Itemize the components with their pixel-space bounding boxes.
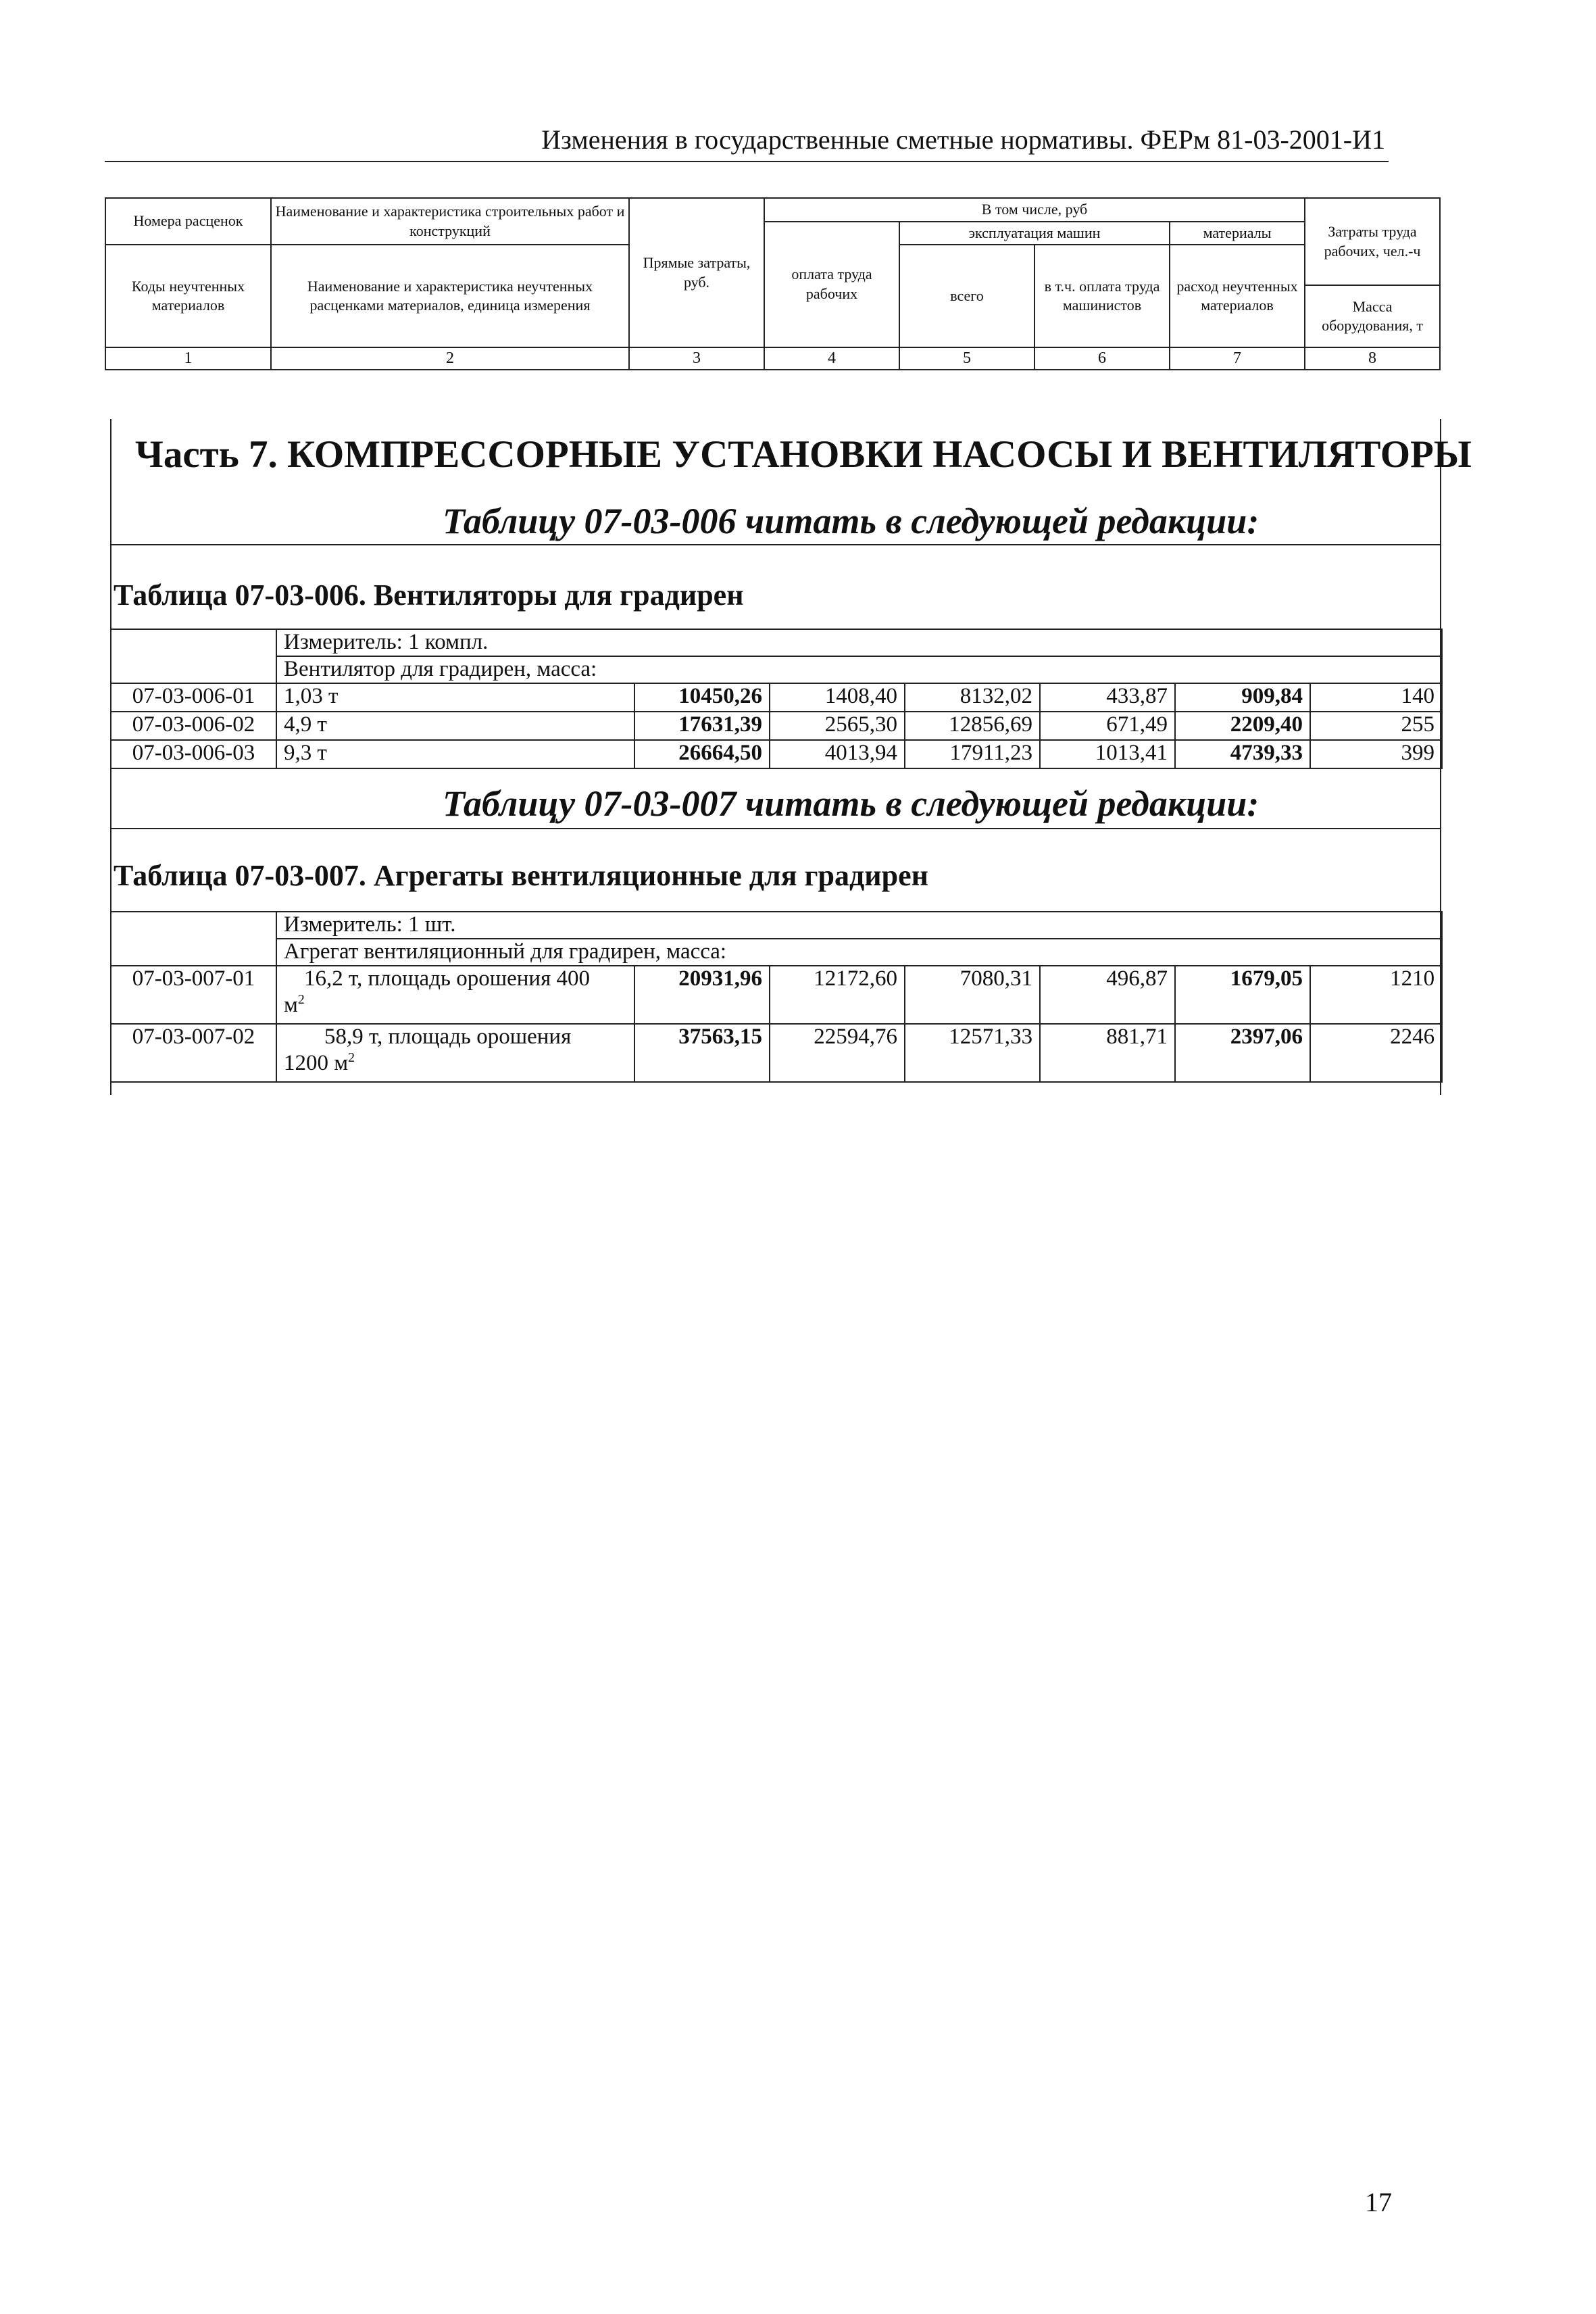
row-name <box>276 1024 634 1082</box>
row-machinists: 881,71 <box>1040 1024 1175 1082</box>
row-machines: 12571,33 <box>905 1024 1040 1082</box>
header-name-top: Наименование и характеристика строительных работ и конструкций <box>271 198 629 245</box>
row-code: 07-03-006-03 <box>111 740 276 768</box>
row-name-line2: 1200 м <box>284 1050 349 1075</box>
row-code: 07-03-006-02 <box>111 712 276 740</box>
part-title: Часть 7. КОМПРЕССОРНЫЕ УСТАНОВКИ НАСОСЫ И ВЕНТИЛЯТОРЫ <box>135 433 1472 476</box>
row-direct: 17631,39 <box>634 712 770 740</box>
page-number: 17 <box>1365 2187 1392 2217</box>
table-row <box>111 712 1442 740</box>
row-labor: 12172,60 <box>770 966 905 1024</box>
superscript: 2 <box>348 1050 355 1065</box>
row-materials: 2397,06 <box>1175 1024 1310 1082</box>
row-direct: 26664,50 <box>634 740 770 768</box>
redaction-note-1: Таблицу 07-03-006 читать в следующей редакции: <box>443 501 1260 541</box>
row-labor: 4013,94 <box>770 740 905 768</box>
row-machines: 12856,69 <box>905 712 1040 740</box>
row-code: 07-03-007-01 <box>111 966 276 1024</box>
header-machines-total: всего <box>899 245 1034 347</box>
row-name: 1,03 т <box>276 683 634 712</box>
row-machines: 17911,23 <box>905 740 1040 768</box>
group-label-row: Агрегат вентиляционный для градирен, масса: <box>276 939 1442 966</box>
row-direct: 10450,26 <box>634 683 770 712</box>
row-name: 9,3 т <box>276 740 634 768</box>
row-labor-hours: 140 <box>1310 683 1442 712</box>
header-name-bottom: Наименование и характеристика неучтенных расценками материалов, единица измерения <box>271 245 629 347</box>
row-machines: 8132,02 <box>905 683 1040 712</box>
data-table-1 <box>110 629 1443 769</box>
row-materials: 4739,33 <box>1175 740 1310 768</box>
table-title-1: Таблица 07-03-006. Вентиляторы для градирен <box>114 578 744 612</box>
row-materials: 1679,05 <box>1175 966 1310 1024</box>
row-name <box>276 966 634 1024</box>
column-number: 6 <box>1034 347 1170 370</box>
row-labor: 1408,40 <box>770 683 905 712</box>
header-labor-top: Затраты труда рабочих, чел.-ч <box>1305 198 1440 285</box>
column-number: 3 <box>629 347 764 370</box>
header-direct-costs: Прямые затраты, руб. <box>629 198 764 347</box>
header-codes-top: Номера расценок <box>105 198 271 245</box>
row-labor: 22594,76 <box>770 1024 905 1082</box>
table-row <box>111 683 1442 712</box>
superscript: 2 <box>297 991 305 1007</box>
table-row <box>111 1024 1442 1082</box>
group-label-row: Вентилятор для градирен, масса: <box>276 656 1442 683</box>
row-machinists: 433,87 <box>1040 683 1175 712</box>
row-name: 4,9 т <box>276 712 634 740</box>
header-equipment-mass: Масса оборудования, т <box>1305 285 1440 347</box>
row-labor-hours: 255 <box>1310 712 1442 740</box>
row-labor-hours: 399 <box>1310 740 1442 768</box>
column-number: 8 <box>1305 347 1440 370</box>
row-code: 07-03-007-02 <box>111 1024 276 1082</box>
table-row <box>111 740 1442 768</box>
row-machinists: 671,49 <box>1040 712 1175 740</box>
row-code: 07-03-006-01 <box>111 683 276 712</box>
row-labor: 2565,30 <box>770 712 905 740</box>
running-header: Изменения в государственные сметные нормативы. ФЕРм 81-03-2001-И1 <box>541 124 1385 155</box>
header-machines: эксплуатация машин <box>899 222 1170 245</box>
row-name-line1: 58,9 т, площадь орошения <box>324 1025 572 1049</box>
meter-row: Измеритель: 1 компл. <box>276 629 1442 656</box>
header-materials: материалы <box>1170 222 1305 245</box>
row-name-line2: м <box>284 992 298 1017</box>
header-unaccounted-materials: расход неучтенных материалов <box>1170 245 1305 347</box>
section-rule <box>110 544 1441 545</box>
row-labor-hours: 1210 <box>1310 966 1442 1024</box>
column-number: 4 <box>764 347 899 370</box>
header-rule <box>105 161 1389 162</box>
meter-row: Измеритель: 1 шт. <box>276 912 1442 939</box>
column-number: 1 <box>105 347 271 370</box>
redaction-note-2: Таблицу 07-03-007 читать в следующей редакции: <box>443 783 1260 824</box>
table-row <box>111 966 1442 1024</box>
column-number: 5 <box>899 347 1034 370</box>
column-number: 2 <box>271 347 629 370</box>
row-direct: 20931,96 <box>634 966 770 1024</box>
row-machinists: 1013,41 <box>1040 740 1175 768</box>
header-including: В том числе, руб <box>764 198 1305 222</box>
row-machines: 7080,31 <box>905 966 1040 1024</box>
row-materials: 2209,40 <box>1175 712 1310 740</box>
row-machinists: 496,87 <box>1040 966 1175 1024</box>
section-rule <box>110 828 1441 829</box>
header-codes-bottom: Коды неучтенных материалов <box>105 245 271 347</box>
row-direct: 37563,15 <box>634 1024 770 1082</box>
column-header-table <box>105 197 1441 370</box>
data-table-2 <box>110 911 1443 1083</box>
table-title-2: Таблица 07-03-007. Агрегаты вентиляционные для градирен <box>114 859 928 892</box>
row-labor-hours: 2246 <box>1310 1024 1442 1082</box>
header-machinists-pay: в т.ч. оплата труда машинистов <box>1034 245 1170 347</box>
row-materials: 909,84 <box>1175 683 1310 712</box>
column-number: 7 <box>1170 347 1305 370</box>
row-name-line1: 16,2 т, площадь орошения 400 <box>304 966 591 991</box>
header-labor-pay: оплата труда рабочих <box>764 222 899 348</box>
